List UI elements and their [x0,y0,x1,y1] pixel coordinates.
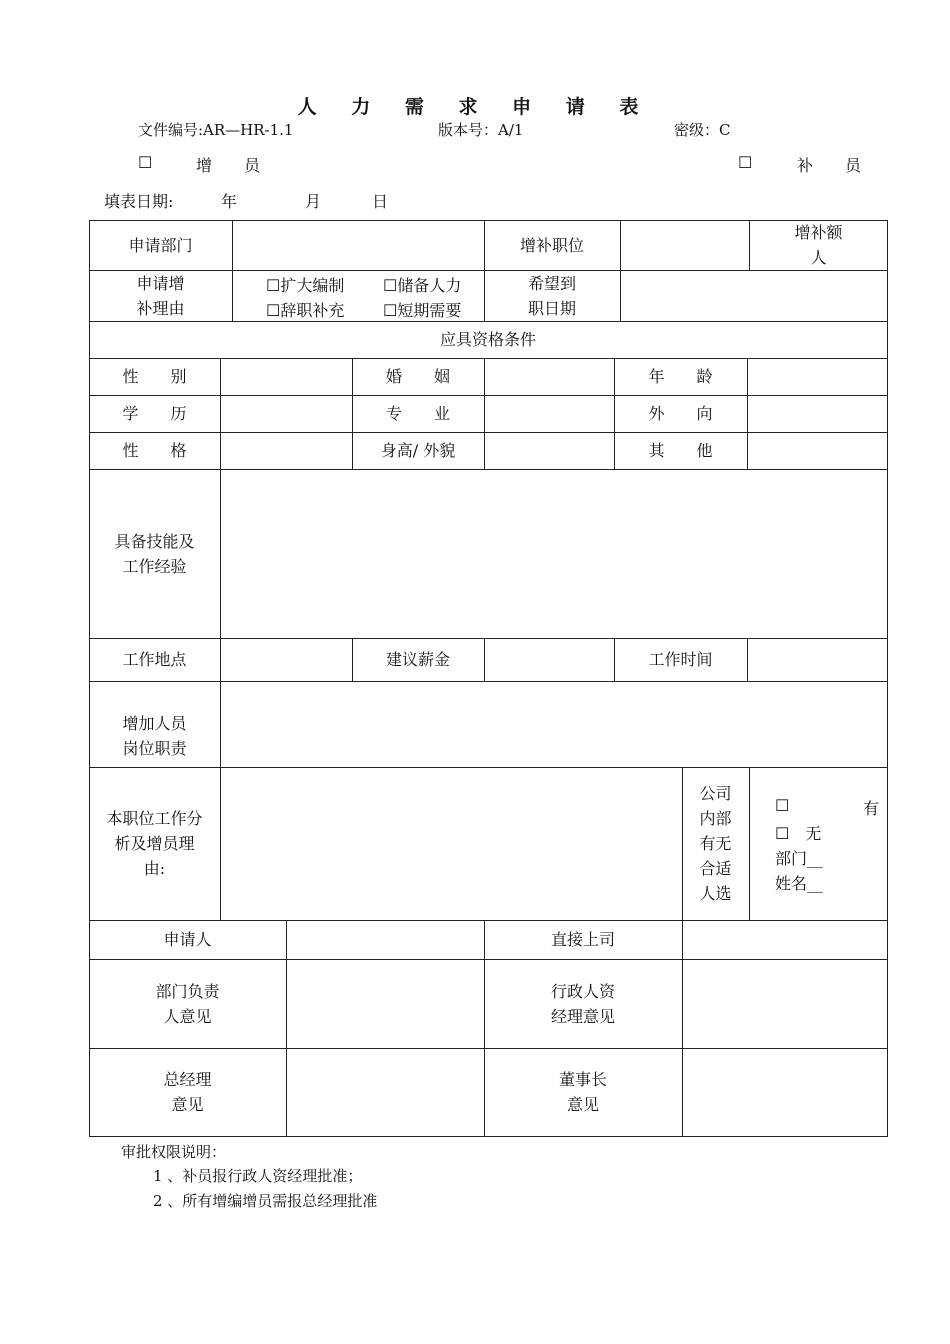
internal-candidate-label [682,767,749,920]
quota-label-line2: 人 [810,248,827,267]
hope-date-label [484,270,620,321]
option-reserve[interactable]: ☐储备人力 [383,276,462,295]
replace-staff-checkbox[interactable]: ☐ [738,153,753,172]
add-staff-checkbox[interactable]: ☐ [138,153,153,172]
skills-label-line1: 具备技能及 [114,531,195,551]
chairman-line2: 意见 [566,1095,599,1114]
fill-date-year: 年 [221,192,238,211]
skills-field[interactable] [221,470,887,638]
dept-field[interactable] [233,221,484,270]
internal-yes-label: 有 [863,799,880,818]
marriage-label: 婚 姻 [385,367,450,386]
gm-line2: 意见 [171,1095,204,1114]
internal-line2: 内部 [699,809,732,828]
internal-dept-blank[interactable]: 部门__ [775,849,824,868]
hr-manager-label [484,959,682,1048]
quota-label [750,220,887,270]
duties-label-line2: 岗位职责 [122,739,187,758]
hope-date-field[interactable] [621,271,887,321]
supervisor-field[interactable] [683,921,887,959]
internal-no-option[interactable]: ☐ 无 [775,824,822,843]
add-staff-label: 增 员 [196,156,261,175]
height-appearance-label: 身高/ 外貌 [380,441,456,460]
reason-label-line2: 补理由 [136,298,185,318]
chairman-label [484,1048,682,1136]
internal-line1: 公司 [699,784,732,803]
hope-date-line1: 希望到 [527,273,576,293]
dept-head-label [89,959,286,1048]
internal-yes-checkbox[interactable]: ☐ [775,796,790,815]
major-label: 专 业 [385,404,450,423]
duties-label [89,681,220,767]
hr-manager-line2: 经理意见 [550,1006,615,1026]
hr-manager-line1: 行政人资 [550,981,615,1001]
duties-label-line1: 增加人员 [122,714,187,733]
hope-date-line2: 职日期 [527,298,576,318]
approval-note-2: 2 、所有增编增员需报总经理批准 [153,1192,378,1210]
gm-field[interactable] [287,1049,484,1136]
applicant-label: 申请人 [163,930,212,949]
hr-manager-field[interactable] [683,960,887,1048]
age-label: 年 龄 [648,367,713,386]
supervisor-label: 直接上司 [550,930,615,949]
chairman-line1: 董事长 [558,1070,607,1089]
position-label: 增补职位 [519,235,584,255]
option-resign[interactable]: ☐辞职补充 [266,301,345,320]
salary-label: 建议薪金 [385,650,450,669]
fill-date-label: 填表日期: [104,192,174,211]
other-label: 其 他 [648,441,713,460]
gm-line1: 总经理 [163,1070,212,1089]
dept-head-line1: 部门负责 [155,981,220,1001]
outgoing-label: 外 向 [648,404,713,423]
doc-number: 文件编号:AR—HR-1.1 [138,121,294,139]
dept-head-line2: 人意见 [163,1006,212,1026]
qualification-header: 应具资格条件 [439,330,536,349]
chairman-field[interactable] [683,1049,887,1136]
reason-label [89,270,232,321]
option-short-term[interactable]: ☐短期需要 [383,301,462,320]
personality-label: 性 格 [122,441,187,460]
work-time-label: 工作时间 [648,650,713,669]
internal-line3: 有无 [699,834,732,853]
work-location-label: 工作地点 [122,650,187,669]
analysis-label [89,767,220,920]
fill-date-month: 月 [305,192,322,211]
duties-field[interactable] [221,682,887,767]
analysis-label-line1: 本职位工作分 [106,809,203,828]
page-title: 人 力 需 求 申 请 表 [297,96,653,118]
gm-label [89,1048,286,1136]
education-label: 学 历 [122,404,187,423]
analysis-label-line2: 析及增员理 [114,834,195,853]
secret-level: 密级：C [674,121,731,139]
option-expand[interactable]: ☐扩大编制 [266,276,345,295]
gender-label: 性 别 [122,367,187,386]
applicant-field[interactable] [287,921,484,959]
skills-label-line2: 工作经验 [122,556,187,576]
skills-label [89,469,220,638]
replace-staff-label: 补 员 [797,156,862,175]
analysis-label-line3: 由: [143,859,166,878]
analysis-field[interactable] [221,768,682,920]
version-number: 版本号：A/1 [438,121,524,139]
dept-head-field[interactable] [287,960,484,1048]
position-field[interactable] [621,221,749,270]
internal-line4: 合适 [699,859,732,878]
fill-date-day: 日 [372,192,389,211]
dept-label: 申请部门 [128,235,193,255]
reason-label-line1: 申请增 [136,273,185,293]
approval-note-1: 1 、补员报行政人资经理批准； [153,1167,363,1185]
internal-name-blank[interactable]: 姓名__ [775,874,824,893]
approval-notes-heading: 审批权限说明： [121,1143,227,1161]
internal-line5: 人选 [699,884,732,903]
quota-label-line1: 增补额 [794,223,843,242]
